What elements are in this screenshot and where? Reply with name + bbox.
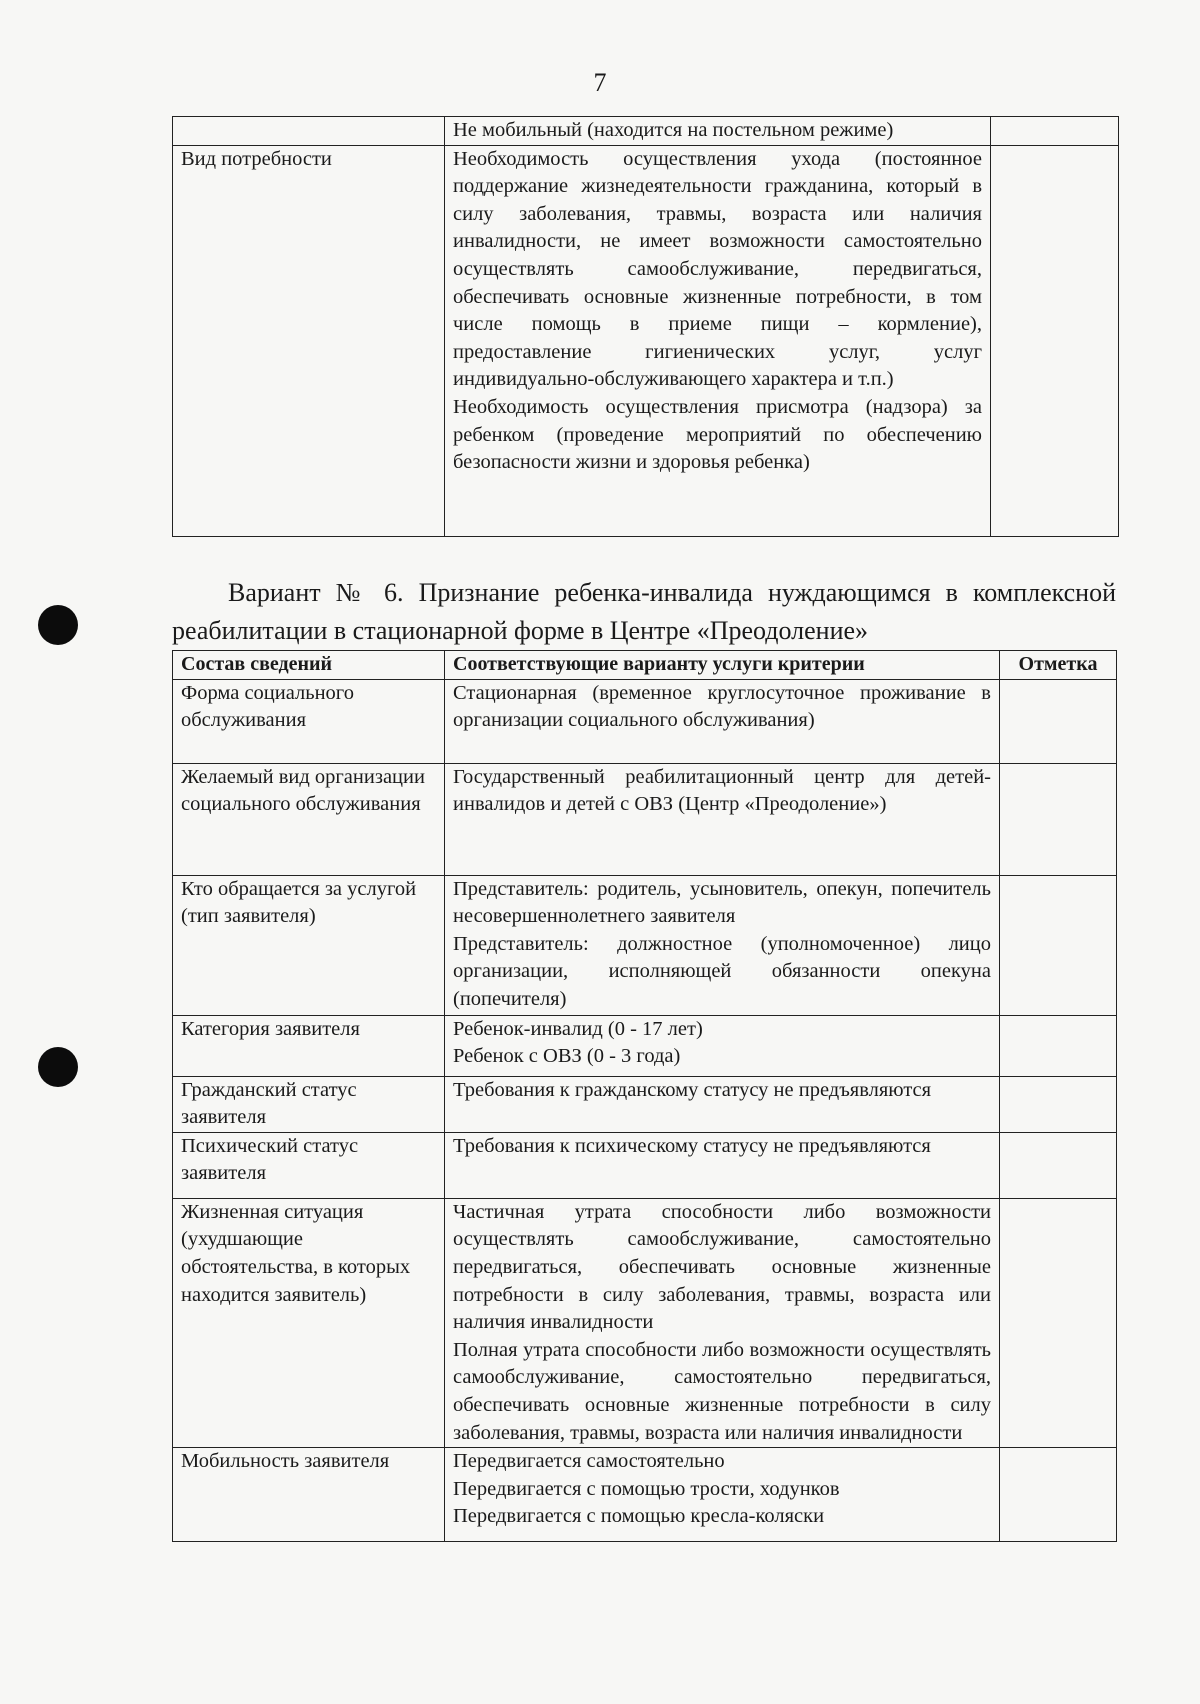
- main-table: [172, 650, 1117, 1542]
- table-cell-label: Мобильность заявителя: [173, 1448, 445, 1542]
- table-cell-label: Вид потребности: [173, 145, 445, 536]
- table-cell-label: Психический статус заявителя: [173, 1132, 445, 1198]
- table-cell-label: Категория заявителя: [173, 1015, 445, 1076]
- criteria-paragraph: Частичная утрата способности либо возможности осуществлять самообслуживание, самостоятельно передвигаться, обеспечивать основные жизненные потребности в силу заболевания, травмы, возраста или наличия инвалидности: [453, 1200, 991, 1334]
- table-cell-mark: [1000, 1015, 1117, 1076]
- section-heading: [172, 574, 1116, 650]
- table-cell-criteria: [445, 875, 1000, 1015]
- top-table: [172, 116, 1119, 537]
- header-cell: Соответствующие варианту услуги критерии: [445, 651, 1000, 680]
- table-cell-label: Кто обращается за услугой (тип заявителя): [173, 875, 445, 1015]
- table-cell-criteria: [445, 117, 991, 146]
- criteria-paragraph: Передвигается самостоятельно: [453, 1450, 725, 1473]
- criteria-paragraph: Ребенок с ОВЗ (0 - 3 года): [453, 1045, 681, 1068]
- table-cell-criteria: [445, 1132, 1000, 1198]
- table-row: [173, 117, 1119, 146]
- table-cell-criteria: [445, 679, 1000, 763]
- table-cell-criteria: [445, 1015, 1000, 1076]
- table-row: [173, 1076, 1117, 1132]
- table-cell-mark: [991, 117, 1119, 146]
- criteria-paragraph: Представитель: должностное (уполномоченное) лицо организации, исполняющей обязанности опекуна (попечителя): [453, 932, 991, 1010]
- table-cell-mark: [991, 145, 1119, 536]
- table-cell-criteria: [445, 1448, 1000, 1542]
- table-row: [173, 763, 1117, 875]
- table-header-row: [173, 651, 1117, 680]
- header-cell: Отметка: [1000, 651, 1117, 680]
- table-cell-mark: [1000, 1132, 1117, 1198]
- criteria-paragraph: Не мобильный (находится на постельном режиме): [453, 119, 894, 141]
- page-number: 7: [593, 68, 607, 97]
- table-cell-mark: [1000, 763, 1117, 875]
- header-cell: Состав сведений: [173, 651, 445, 680]
- table-cell-mark: [1000, 1198, 1117, 1447]
- table-row: [173, 679, 1117, 763]
- section-heading-text: Вариант № 6. Признание ребенка-инвалида нуждающимся в комплексной реабилитации в стационарной форме в Центре «Преодоление»: [172, 578, 1116, 645]
- table-cell-label: Жизненная ситуация (ухудшающие обстоятельства, в которых находится заявитель): [173, 1198, 445, 1447]
- table-cell-label: [173, 117, 445, 146]
- table-row: [173, 145, 1119, 536]
- criteria-paragraph: Государственный реабилитационный центр для детей-инвалидов и детей с ОВЗ (Центр «Преодоление»): [453, 765, 991, 816]
- table-cell-mark: [1000, 875, 1117, 1015]
- table-row: [173, 875, 1117, 1015]
- criteria-paragraph: Полная утрата способности либо возможности осуществлять самообслуживание, самостоятельно передвигаться, обеспечивать основные жизненные потребности в силу заболевания, травмы, возраста или наличия инвалидности: [453, 1338, 991, 1444]
- table-cell-label: Форма социального обслуживания: [173, 679, 445, 763]
- table-cell-criteria: [445, 145, 991, 536]
- punch-hole: [38, 1047, 78, 1087]
- criteria-paragraph: Стационарная (временное круглосуточное проживание в организации социального обслуживания): [453, 681, 991, 732]
- table-row: [173, 1015, 1117, 1076]
- criteria-paragraph: Ребенок-инвалид (0 - 17 лет): [453, 1017, 703, 1040]
- table-cell-mark: [1000, 679, 1117, 763]
- criteria-paragraph: Необходимость осуществления ухода (постоянное поддержание жизнедеятельности гражданина, который в силу заболевания, травмы, возраста или наличия инвалидности, не имеет возможности самостоятельно осуществлять самообслуживание, передвигаться, обеспечивать основные жизненные потребности, в том числе помощь в приеме пищи – кормление), предоставление гигиенических услуг, услуг индивидуально-обслуживающего характера и т.п.): [453, 147, 982, 391]
- table-cell-mark: [1000, 1076, 1117, 1132]
- table-cell-criteria: [445, 1076, 1000, 1132]
- table-cell-label: Гражданский статус заявителя: [173, 1076, 445, 1132]
- criteria-paragraph: Передвигается с помощью трости, ходунков: [453, 1477, 840, 1500]
- criteria-paragraph: Представитель: родитель, усыновитель, опекун, попечитель несовершеннолетнего заявителя: [453, 877, 991, 928]
- table-cell-label: Желаемый вид организации социального обслуживания: [173, 763, 445, 875]
- punch-hole: [38, 605, 78, 645]
- table-row: [173, 1448, 1117, 1542]
- criteria-paragraph: Требования к гражданскому статусу не предъявляются: [453, 1078, 932, 1101]
- criteria-paragraph: Передвигается с помощью кресла-коляски: [453, 1505, 825, 1528]
- table-cell-criteria: [445, 763, 1000, 875]
- criteria-paragraph: Необходимость осуществления присмотра (надзора) за ребенком (проведение мероприятий по обеспечению безопасности жизни и здоровья ребенка): [453, 395, 982, 474]
- table-cell-criteria: [445, 1198, 1000, 1447]
- table-cell-mark: [1000, 1448, 1117, 1542]
- table-row: [173, 1198, 1117, 1447]
- table-row: [173, 1132, 1117, 1198]
- criteria-paragraph: Требования к психическому статусу не предъявляются: [453, 1134, 931, 1157]
